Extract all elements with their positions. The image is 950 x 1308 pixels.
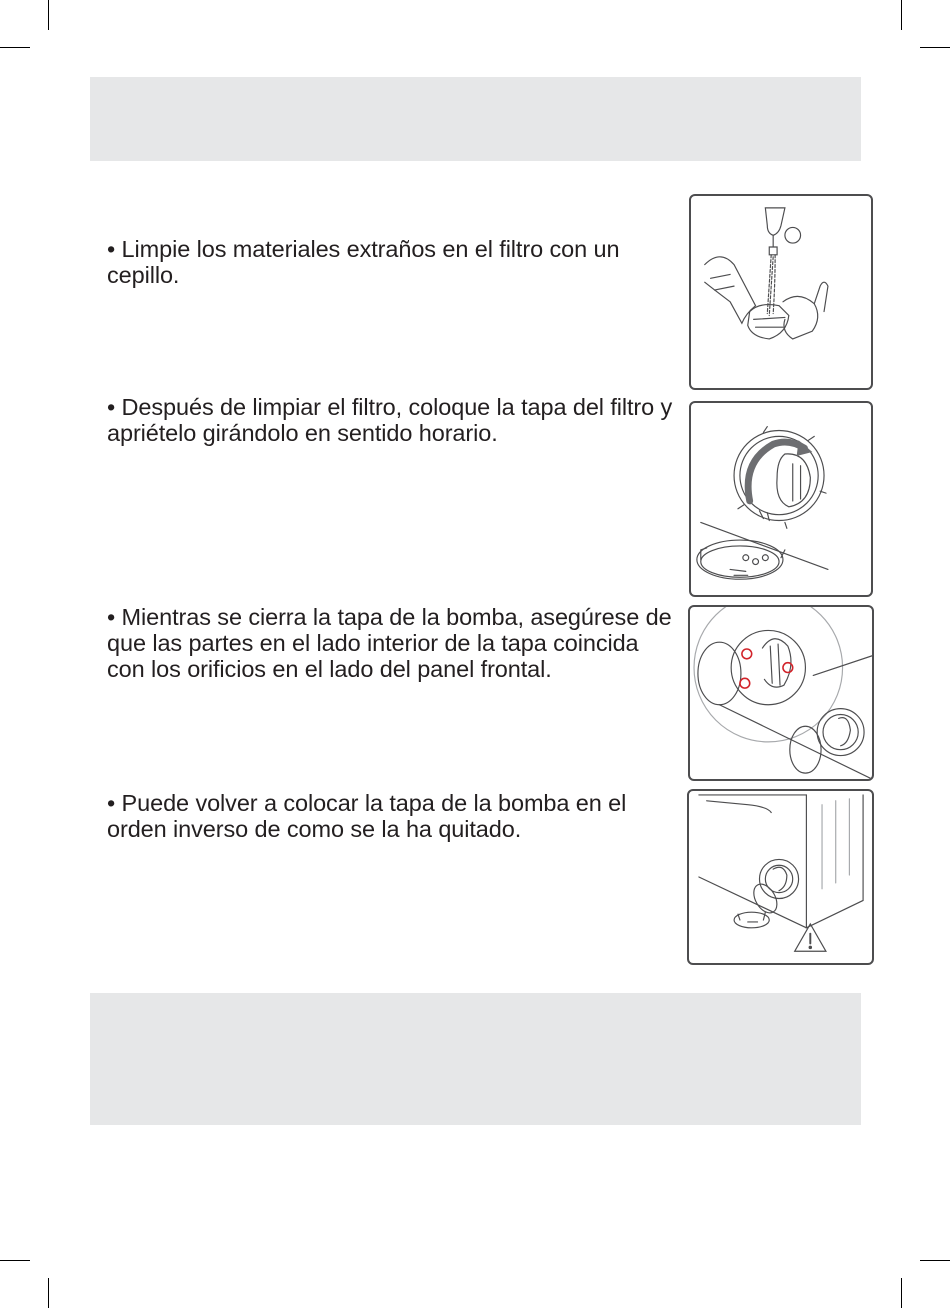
step-4-illustration (687, 789, 874, 965)
header-band (90, 77, 861, 161)
crop-mark (48, 0, 49, 30)
crop-mark (920, 1260, 950, 1261)
crop-mark (0, 47, 30, 48)
step-3-text: • Mientras se cierra la tapa de la bomba, asegúrese de que las partes en el lado interior de la tapa coincida con los orificios en el lado del panel frontal. (107, 604, 672, 682)
step-2-text: • Después de limpiar el filtro, coloque la tapa del filtro y apriételo girándolo en sentido horario. (107, 394, 673, 446)
step-2-illustration (689, 401, 873, 597)
crop-mark (920, 47, 950, 48)
crop-mark (901, 0, 902, 30)
crop-mark (901, 1278, 902, 1308)
step-1-text: • Limpie los materiales extraños en el filtro con un cepillo. (107, 236, 620, 288)
step-4-text: • Puede volver a colocar la tapa de la bomba en el orden inverso de como se la ha quitado. (107, 790, 627, 842)
crop-mark (48, 1278, 49, 1308)
footer-band (90, 993, 861, 1125)
step-3-illustration (688, 605, 874, 781)
step-1-illustration (689, 194, 873, 390)
crop-mark (0, 1260, 30, 1261)
